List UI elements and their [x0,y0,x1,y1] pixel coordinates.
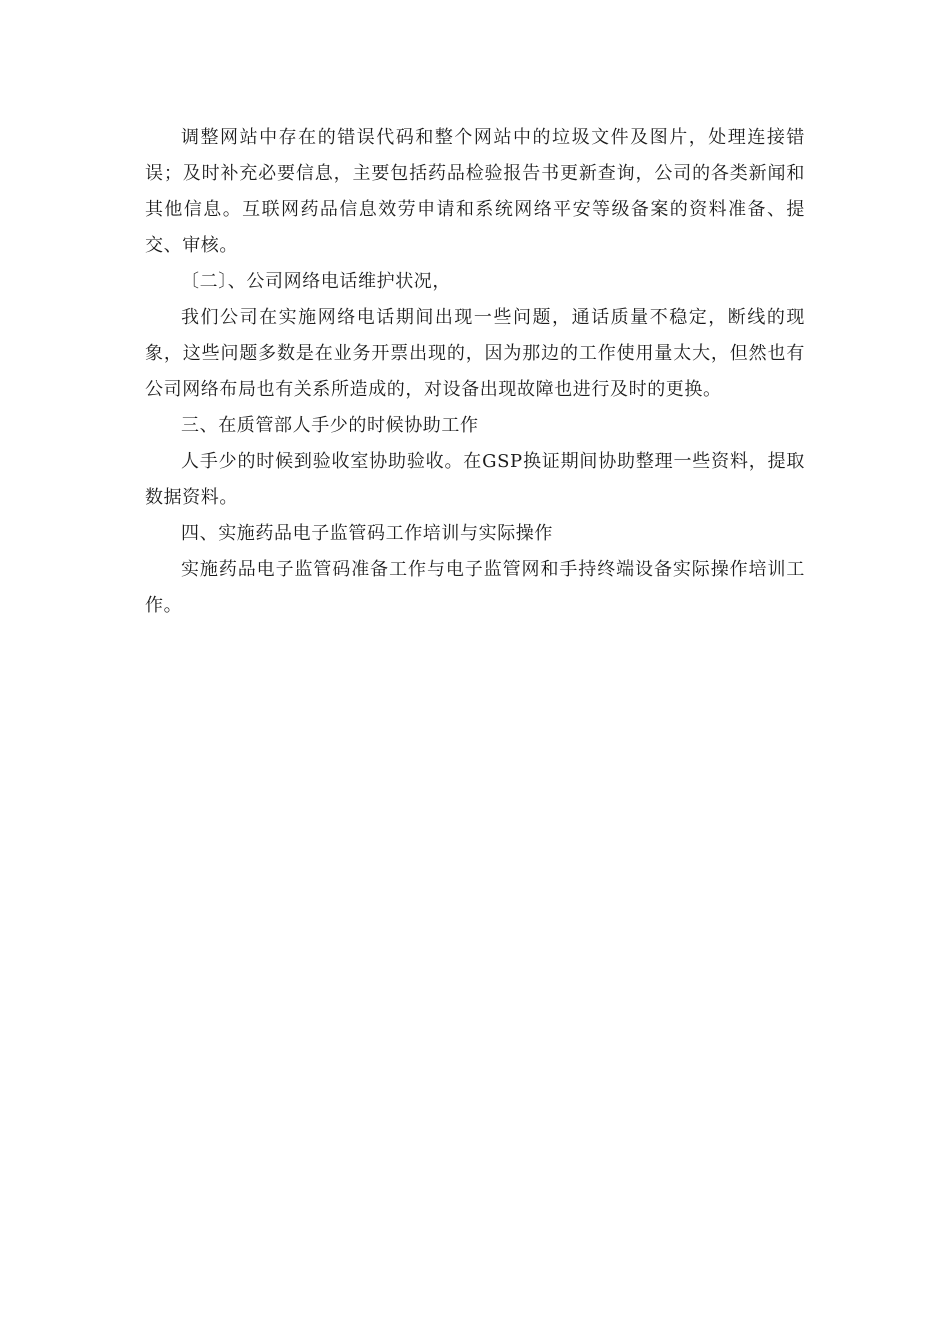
paragraph-supervision-code: 实施药品电子监管码准备工作与电子监管网和手持终端设备实际操作培训工作。 [145,559,805,616]
heading-supervision-code: 四、实施药品电子监管码工作培训与实际操作 [181,523,553,544]
paragraph-network-phone: 我们公司在实施网络电话期间出现一些问题，通话质量不稳定，断线的现象，这些问题多数是在业务开票出现的，因为那边的工作使用量太大，但然也有公司网络布局也有关系所造成的，对设备出现故障也进行及时的更换。 [145,307,805,400]
heading-network-phone: 〔二〕、公司网络电话维护状况， [181,271,451,292]
paragraph-website-maintenance: 调整网站中存在的错误代码和整个网站中的垃圾文件及图片，处理连接错误；及时补充必要信息，主要包括药品检验报告书更新查询，公司的各类新闻和其他信息。互联网药品信息效劳申请和系统网络平安等级备案的资料准备、提交、审核。 [145,127,805,256]
document-body [145,120,805,624]
heading-quality-assist: 三、在质管部人手少的时候协助工作 [181,415,479,436]
paragraph-quality-assist: 人手少的时候到验收室协助验收。在GSP换证期间协助整理一些资料，提取数据资料。 [145,451,805,508]
